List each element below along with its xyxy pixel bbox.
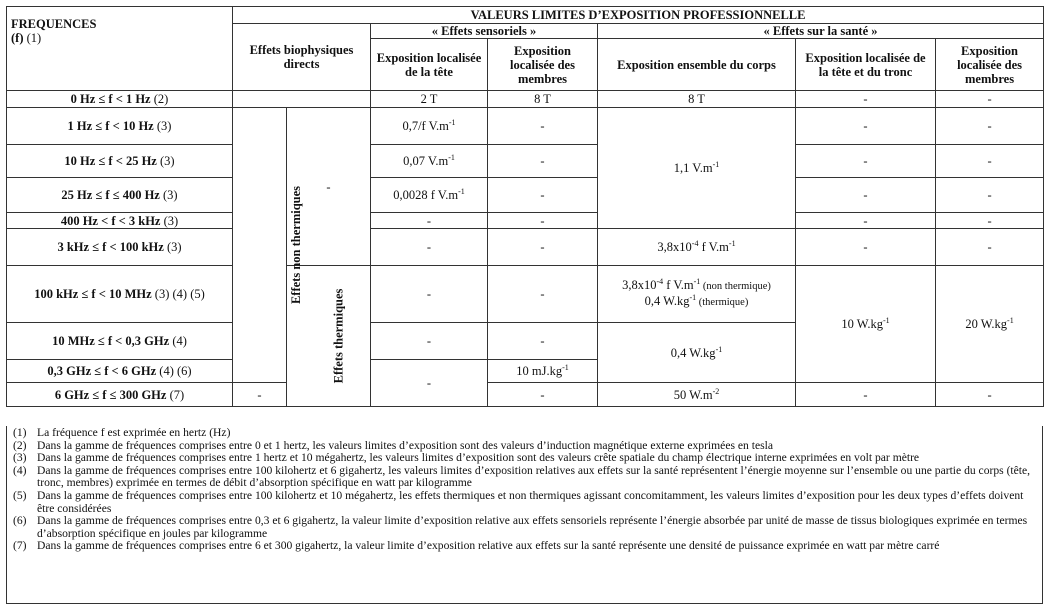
- frequency-cell: 0 Hz ≤ f < 1 Hz (2): [7, 91, 233, 108]
- health-head-trunk-cell: -: [796, 383, 936, 407]
- direct-effects-cell: [233, 91, 371, 108]
- footnote: (4) Dans la gamme de fréquences comprises entre 100 kilohertz et 6 gigahertz, les valeurs limites d’exposition relatives aux effets sur la santé représentent l’énergie moyenne sur l’ensemble ou une partie du corps (tête, tronc, membres) exprimée en termes de débit d’absorption spécifique en watt par kilogramme: [13, 463, 1031, 490]
- health-head-trunk-header: Exposition localisée de la tête et du tronc: [796, 39, 936, 91]
- footnote: (5) Dans la gamme de fréquences comprises entre 100 kilohertz et 10 mégahertz, les effets thermiques et non thermiques agissant concomitamment, les valeurs limites d’exposition pour les deux types d’effets doivent être considérées: [13, 488, 1024, 515]
- frequency-symbol: (f): [11, 31, 24, 45]
- sensory-limbs-cell: -: [488, 213, 598, 229]
- health-body-cell: 50 $W.m^{-2}$: [598, 383, 796, 407]
- sensory-limbs-cell: -: [488, 266, 598, 323]
- footnote: (1) La fréquence f est exprimée en hertz (Hz): [13, 426, 231, 439]
- frequency-cell: 0,3 GHz ≤ f < 6 GHz (4) (6): [7, 360, 233, 383]
- frequency-title: FREQUENCES: [11, 17, 97, 31]
- sensory-head-cell: -: [371, 266, 488, 323]
- sensory-head-header: Exposition localisée de la tête: [371, 39, 488, 91]
- non-thermal-effects-label: Effets non thermiques: [233, 108, 287, 383]
- frequency-cell: 10 Hz ≤ f < 25 Hz (3): [7, 145, 233, 178]
- sensory-head-cell: -: [233, 383, 287, 407]
- sensory-head-cell: 0,07 $V.m^{-1}$: [371, 145, 488, 178]
- health-head-trunk-cell: -: [796, 91, 936, 108]
- main-title: VALEURS LIMITES D’EXPOSITION PROFESSIONNELLE: [233, 7, 1044, 24]
- sensory-limbs-cell: -: [488, 108, 598, 145]
- sensory-head-cell: -: [371, 229, 488, 266]
- direct-effects-header: Effets biophysiques directs: [233, 24, 371, 91]
- health-body-header: Exposition ensemble du corps: [598, 39, 796, 91]
- table-row: [7, 178, 1044, 213]
- health-body-cell: 8 T: [598, 91, 796, 108]
- footnote: (3) Dans la gamme de fréquences comprises entre 1 hertz et 10 mégahertz, les valeurs limites d’exposition sont des valeurs crête spatiale du champ électrique interne exprimées en volt par mètre: [13, 451, 920, 465]
- frequency-cell: 1 Hz ≤ f < 10 Hz (3): [7, 108, 233, 145]
- table-row: [7, 383, 1044, 407]
- health-limbs-header: Exposition localisée des membres: [936, 39, 1044, 91]
- sensory-head-cell: 0,0028 f $V.m^{-1}$: [371, 178, 488, 213]
- health-body-cell: $3,8x10^{-4}$ f $V.m^{-1}$: [598, 229, 796, 266]
- health-limbs-cell: -: [936, 229, 1044, 266]
- frequency-cell: 3 kHz ≤ f < 100 kHz (3): [7, 229, 233, 266]
- frequency-cell: 6 GHz ≤ f ≤ 300 GHz (7): [7, 383, 233, 407]
- health-body-cell: $3,8x10^{-4}$ f $V.m^{-1}$ (non thermique) 0,4 $W.kg^{-1}$ (thermique): [598, 266, 796, 323]
- sensory-limbs-header: Exposition localisée des membres: [488, 39, 598, 91]
- thermal-effects-label: Effets thermiques: [287, 266, 371, 407]
- table-row: [7, 266, 1044, 323]
- health-limbs-merged-cell: 20 $W.kg^{-1}$: [936, 266, 1044, 383]
- health-limbs-cell: -: [936, 178, 1044, 213]
- exposure-limits-table: [6, 6, 1044, 407]
- health-limbs-cell: -: [936, 145, 1044, 178]
- sensory-limbs-cell: -: [488, 145, 598, 178]
- health-body-merged-cell: 1,1 $V.m^{-1}$: [598, 108, 796, 229]
- health-head-trunk-cell: -: [796, 145, 936, 178]
- health-limbs-cell: -: [936, 213, 1044, 229]
- health-limbs-cell: -: [936, 108, 1044, 145]
- table-row: [7, 213, 1044, 229]
- sensory-effects-header: « Effets sensoriels »: [371, 24, 598, 39]
- sensory-head-cell: 10 $mJ.kg^{-1}$: [488, 360, 598, 383]
- non-thermal-direct-dash: -: [287, 108, 371, 266]
- sensory-limbs-cell: -: [488, 229, 598, 266]
- table-row: [7, 108, 1044, 145]
- thermal-direct-dash: -: [371, 360, 488, 407]
- table-row: [7, 145, 1044, 178]
- frequency-cell: 25 Hz ≤ f ≤ 400 Hz (3): [7, 178, 233, 213]
- health-body-merged-cell: 0,4 $W.kg^{-1}$: [598, 323, 796, 383]
- frequency-note-ref: (1): [26, 31, 42, 45]
- sensory-head-cell: 0,7/f $V.m^{-1}$: [371, 108, 488, 145]
- table-row: [7, 229, 1044, 266]
- health-head-trunk-merged-cell: 10 $W.kg^{-1}$: [796, 266, 936, 383]
- header-row-1: [7, 7, 1044, 24]
- sensory-head-cell: -: [371, 323, 488, 360]
- sensory-limbs-cell: -: [488, 383, 598, 407]
- health-head-trunk-cell: -: [796, 213, 936, 229]
- health-limbs-cell: -: [936, 91, 1044, 108]
- footnote: (2) Dans la gamme de fréquences comprises entre 0 et 1 hertz, les valeurs limites d’exposition sont des valeurs d’induction magnétique externe exprimées en tesla: [13, 438, 773, 452]
- frequency-cell: 100 kHz ≤ f < 10 MHz (3) (4) (5): [7, 266, 233, 323]
- footnote: (6) Dans la gamme de fréquences comprises entre 0,3 et 6 gigahertz, la valeur limite d’exposition relative aux effets sensoriels représente l’énergie absorbée par unité de masse de tissus biologiques exprimée en termes d’absorption spécifique en joules par kilogramme: [13, 514, 1028, 540]
- frequency-cell: 10 MHz ≤ f < 0,3 GHz (4): [7, 323, 233, 360]
- health-limbs-cell: -: [936, 383, 1044, 407]
- health-head-trunk-cell: -: [796, 178, 936, 213]
- frequency-cell: 400 Hz < f < 3 kHz (3): [7, 213, 233, 229]
- sensory-limbs-cell: -: [488, 178, 598, 213]
- sensory-head-cell: -: [371, 213, 488, 229]
- footnotes: [6, 426, 1043, 604]
- sensory-limbs-cell: 8 T: [488, 91, 598, 108]
- footnote: (7) Dans la gamme de fréquences comprises entre 6 et 300 gigahertz, la valeur limite d’exposition relative aux effets sur la santé représente une densité de puissance exprimée en watt par mètre carré: [13, 539, 940, 553]
- health-effects-header: « Effets sur la santé »: [598, 24, 1044, 39]
- sensory-limbs-cell: -: [488, 323, 598, 360]
- frequency-header: [7, 7, 233, 91]
- sensory-head-cell: 2 T: [371, 91, 488, 108]
- health-head-trunk-cell: -: [796, 108, 936, 145]
- health-head-trunk-cell: -: [796, 229, 936, 266]
- table-row: [7, 91, 1044, 108]
